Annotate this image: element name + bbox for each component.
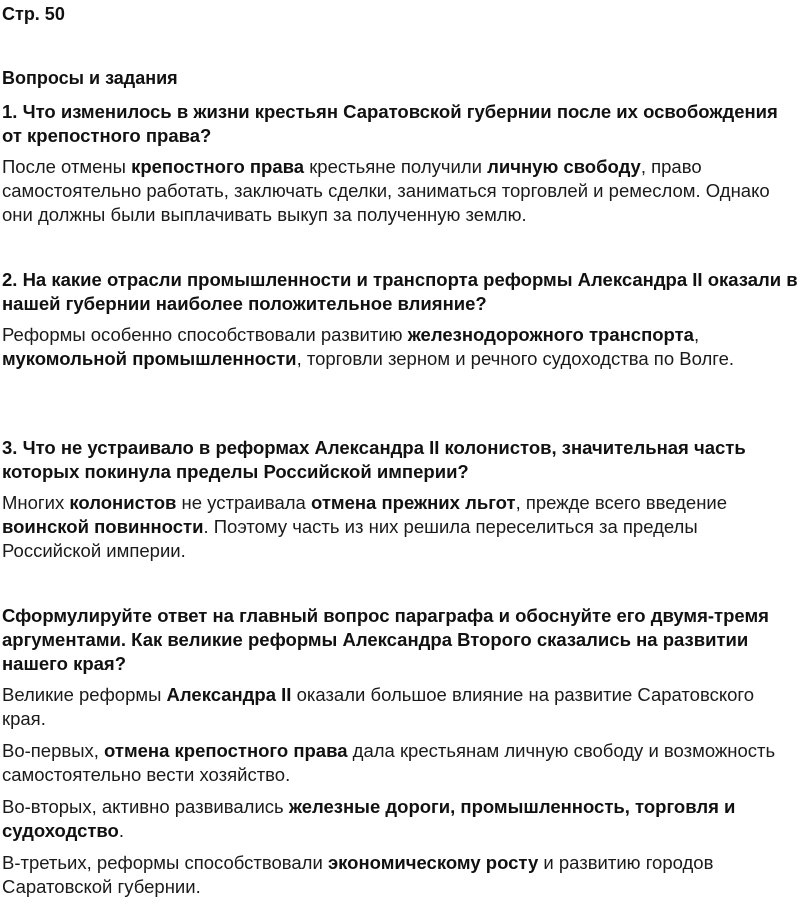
bold-term: мукомольной промышленности [2,348,297,369]
answer-text: не устраивала [176,492,311,513]
answer-text: Реформы особенно способствовали развитию [2,324,408,345]
question-2: 2. На какие отрасли промышленности и транспорта реформы Александра II оказали в нашей губернии наиболее положительное влияние? [2,269,798,314]
bold-term: колонистов [69,492,177,513]
question-1: 1. Что изменилось в жизни крестьян Саратовской губернии после их освобождения от крепостного права? [2,101,778,146]
bold-term: личную свободу [487,156,641,177]
answer-text: Многих [2,492,70,513]
question-3: 3. Что не устраивало в реформах Александра II колонистов, значительная часть которых покинула пределы Российской империи? [2,437,746,482]
answer-text: После отмены [2,156,132,177]
question-block-3 [2,436,798,563]
answer-text: В-третьих, реформы способствовали [2,852,328,873]
answer-2 [2,323,798,371]
section-title: Вопросы и задания [2,68,178,88]
answer-text: , право самостоятельно работать, заключать сделки, заниматься торговлей и ремеслом. Однако они должны были выплачивать выкуп за полученную землю. [2,156,770,225]
answer-text: , [693,324,700,345]
main-answer-paragraph [2,739,798,787]
main-answer-paragraph [2,683,798,731]
main-question: Сформулируйте ответ на главный вопрос параграфа и обоснуйте его двумя-тремя аргументами. Как великие реформы Александра Второго сказались на развитии нашего края? [2,605,769,674]
answer-text: , прежде всего введение [515,492,728,513]
main-answer-paragraph [2,851,798,899]
bold-term: экономическому росту [327,852,539,873]
answer-text: . [118,820,125,841]
answer-text: Великие реформы [2,684,167,705]
answer-1 [2,155,798,227]
answer-text: . Поэтому часть из них решила переселиться за пределы Российской империи. [2,516,698,561]
answer-3 [2,491,798,563]
bold-term: Александра II [166,684,292,705]
bold-term: воинской повинности [2,516,204,537]
bold-term: отмена крепостного права [104,740,348,761]
bold-term: крепостного права [131,156,305,177]
main-answer-paragraph [2,795,798,843]
bold-term: железнодорожного транспорта [407,324,694,345]
question-block-1 [2,100,798,227]
main-question-block [2,604,798,899]
bold-term: отмена прежних льгот [311,492,516,513]
answer-text: дала крестьянам личную свободу и возможность самостоятельно вести хозяйство. [2,740,776,785]
question-block-2 [2,268,798,371]
answer-text: и развитию городов Саратовской губернии. [2,852,714,897]
answer-text: Во-вторых, активно развивались [2,796,289,817]
bold-term: железные дороги, промышленность, торговля и судоходство [2,796,736,841]
answer-text: , торговли зерном и речного судоходства по Волге. [296,348,735,369]
page-number: Стр. 50 [2,4,65,24]
answer-text: крестьяне получили [304,156,488,177]
answer-text: оказали большое влияние на развитие Саратовского края. [2,684,755,729]
answer-text: Во-первых, [2,740,105,761]
